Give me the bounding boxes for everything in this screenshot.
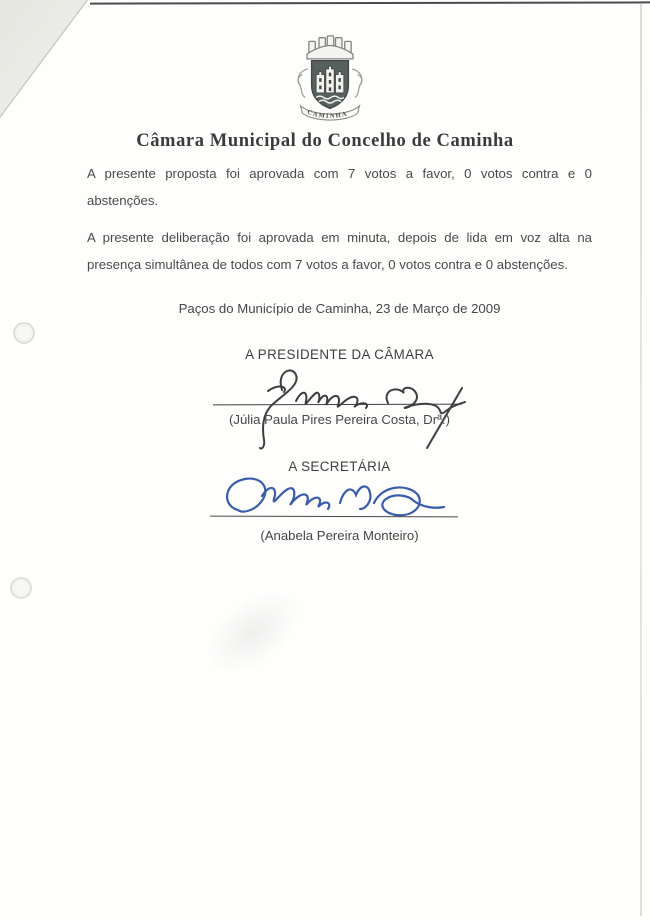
folded-corner-artifact: [0, 0, 100, 130]
paragraph-line: presença simultânea de todos com 7 votos a favor, 0 votos contra e 0 abstenções.: [87, 257, 568, 272]
document-title: Câmara Municipal do Concelho de Caminha: [136, 131, 514, 151]
page-top-edge-line: [90, 1, 650, 4]
paragraph-line: A presente deliberação foi aprovada em minuta, depois de lida em voz alta na: [87, 230, 592, 245]
hole-punch-top: [13, 322, 35, 344]
paragraph-proposta: [87, 160, 592, 214]
caminha-coat-of-arms-icon: [284, 34, 376, 126]
president-signature: [212, 360, 474, 452]
secretary-name: (Anabela Pereira Monteiro): [260, 528, 419, 543]
secretary-heading: A SECRETÁRIA: [288, 459, 391, 474]
paragraph-line: A presente proposta foi aprovada com 7 votos a favor, 0 votos contra e 0: [87, 166, 592, 181]
mural-crown-icon: [307, 36, 353, 59]
president-heading: A PRESIDENTE DA CÂMARA: [245, 347, 434, 362]
scan-smudge-artifact: [190, 573, 316, 691]
paragraph-line: abstenções.: [87, 193, 159, 208]
paragraph-deliberacao: [87, 224, 592, 278]
place-date-line: Paços do Município de Caminha, 23 de Março de 2009: [178, 301, 501, 316]
hole-punch-bottom: [10, 577, 32, 599]
banner-text: CAMINHA: [306, 108, 349, 120]
president-name: (Júlia Paula Pires Pereira Costa, Drª.): [228, 412, 451, 427]
